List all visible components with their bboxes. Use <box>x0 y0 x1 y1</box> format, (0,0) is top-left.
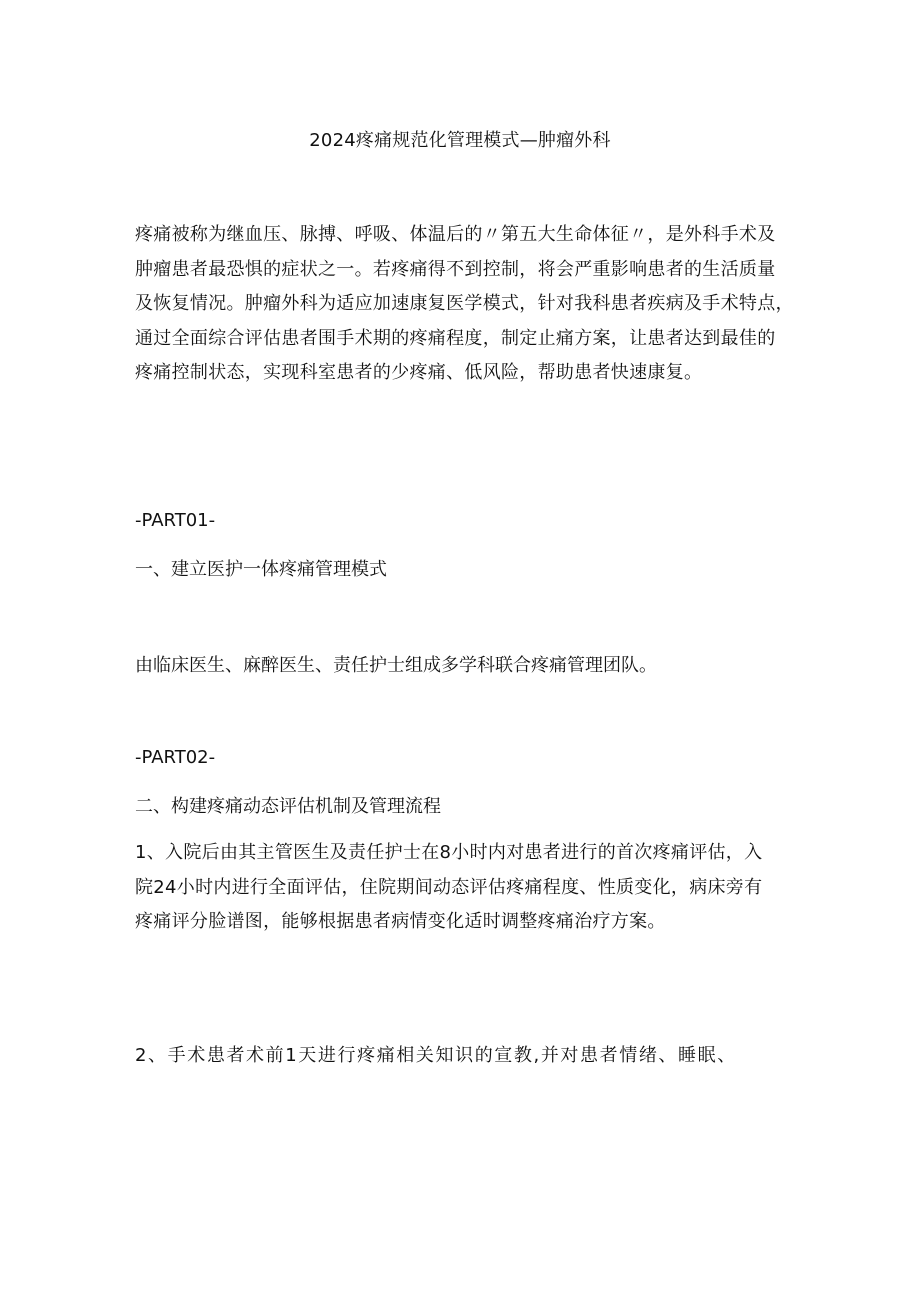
document-title: 2024疼痛规范化管理模式—肿瘤外科 <box>309 130 611 151</box>
item-1-line: 疼痛评分脸谱图，能够根据患者病情变化适时调整疼痛治疗方案。 <box>135 911 666 932</box>
part01-label: -PART01- <box>135 510 216 531</box>
part02-heading: 二、构建疼痛动态评估机制及管理流程 <box>135 796 441 817</box>
item-1-line: 院24小时内进行全面评估，住院期间动态评估疼痛程度、性质变化，病床旁有 <box>135 876 763 898</box>
part02-label: -PART02- <box>135 747 216 768</box>
part01-body: 由临床医生、麻醉医生、责任护士组成多学科联合疼痛管理团队。 <box>135 655 657 676</box>
part02-item-2: 2、手术患者术前1天进行疼痛相关知识的宣教,并对患者情绪、睡眠、 <box>135 1045 737 1066</box>
intro-line: 疼痛控制状态，实现科室患者的少疼痛、低风险，帮助患者快速康复。 <box>135 362 703 383</box>
intro-line: 肿瘤患者最恐惧的症状之一。若疼痛得不到控制，将会严重影响患者的生活质量 <box>135 258 776 280</box>
part01-heading: 一、建立医护一体疼痛管理模式 <box>135 559 387 580</box>
intro-paragraph <box>135 218 794 391</box>
intro-line: 疼痛被称为继血压、脉搏、呼吸、体温后的〃第五大生命体征〃，是外科手术及 <box>135 224 776 245</box>
part02-item-1 <box>135 836 795 940</box>
intro-line: 及恢复情况。肿瘤外科为适应加速康复医学模式，针对我科患者疾病及手术特点， <box>135 293 794 314</box>
item-1-line: 1、入院后由其主管医生及责任护士在8小时内对患者进行的首次疼痛评估，入 <box>135 842 763 863</box>
intro-line: 通过全面综合评估患者围手术期的疼痛程度，制定止痛方案，让患者达到最佳的 <box>135 327 776 349</box>
